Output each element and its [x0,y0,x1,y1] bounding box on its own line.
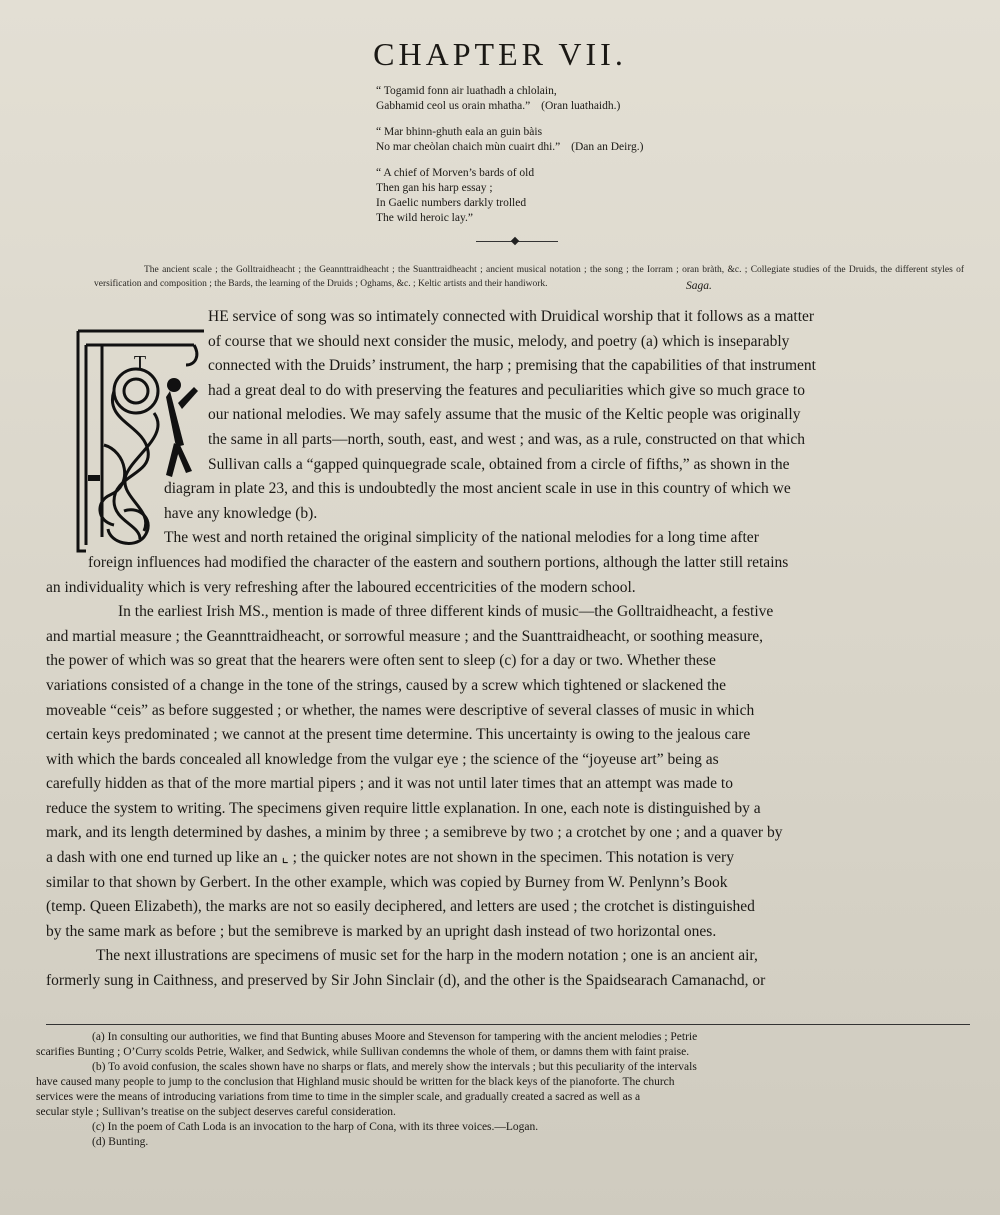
initial-letter: T [133,352,147,374]
body-line: similar to that shown by Gerbert. In the other example, which was copied by Burney from W. Penlynn’s Book [46,873,728,891]
footnote-line: (b) To avoid confusion, the scales shown have no sharps or flats, and merely show the intervals ; but this peculiarity of the intervals [92,1061,697,1073]
verse-line-with-attribution [376,99,736,114]
footnote-line: scarifies Bunting ; O’Curry scolds Petrie, Walker, and Sedwick, while Sullivan condemns the whole of them, or damns them with faint praise. [36,1046,690,1058]
verse-line: Then gan his harp essay ; [376,182,493,194]
verse-attribution: (Dan an Deirg.) [571,141,644,153]
footnote-line: have caused many people to jump to the conclusion that Highland music should be written for the black keys of the pianoforte. The church [36,1076,675,1088]
body-line: In the earliest Irish MS., mention is made of three different kinds of music—the Golltraidheacht, a festive [118,603,774,621]
verse-line: Gabhamid ceol us orain mhatha.” [376,100,531,112]
body-line: reduce the system to writing. The specimens given require little explanation. In one, each note is distinguished by a [46,799,761,817]
body-line: carefully hidden as that of the more martial pipers ; and it was not until later times that an attempt was made to [46,775,733,793]
verse-line-with-attribution [376,140,736,155]
body-line: with which the bards concealed all knowledge from the vulgar eye ; the science of the “joyeuse art” being as [46,750,719,768]
footnotes [36,1030,976,1150]
body-line: of course that we should next consider the music, melody, and poetry (a) which is inseparably [208,332,790,350]
body-text [46,305,968,994]
verse-line: “ Mar bhinn-ghuth eala an guin bàis [376,126,543,138]
ornamental-rule [476,241,558,242]
footnote-d [36,1135,976,1150]
body-line: variations consisted of a change in the tone of the strings, caused by a screw which tightened or slackened the [46,676,727,694]
footnote-line: (c) In the poem of Cath Loda is an invocation to the harp of Cona, with its three voices.—Logan. [92,1121,539,1133]
verse-line: “ Togamid fonn air luathadh a chlolain, [376,85,557,97]
body-line: our national melodies. We may safely assume that the music of the Keltic people was originally [208,406,801,424]
body-line: had a great deal to do with preserving the features and peculiarities which give so much grace to [208,381,805,399]
body-line: an individuality which is very refreshing after the laboured eccentricities of the modern school. [46,578,636,596]
chapter-title: CHAPTER VII. [373,36,627,72]
body-line: Sullivan calls a “gapped quinquegrade scale, obtained from a circle of fifths,” as shown in the [208,455,790,473]
body-line: and martial measure ; the Geannttraidheacht, or sorrowful measure ; and the Suanttraidheacht, or soothing measure, [46,627,764,645]
body-line: HE service of song was so intimately connected with Druidical worship that it follows as a matter [208,308,815,325]
footnote-divider [46,1024,970,1025]
epigraph-verse [376,166,736,292]
body-line: The west and north retained the original simplicity of the national melodies for a long time after [164,529,759,547]
body-line: by the same mark as before ; but the semibreve is marked by an upright dash instead of two horizontal ones. [46,922,717,940]
epigraph-verse [376,84,736,114]
epigraph [376,84,736,292]
verse-line: In Gaelic numbers darkly trolled [376,197,527,209]
chapter-summary: The ancient scale ; the Golltraidheacht ; the Geannttraidheacht ; the Suanttraidheacht ; ancient musical notation ; the song ; the Iorram ; oran bràth, &c. ; Collegiate studies of the Druids, the different styles of versification and composition ; the Bards, the learning of the Druids ; Oghams, &c. ; Keltic artists and their handiwork. [94,265,964,289]
body-line: (temp. Queen Elizabeth), the marks are not so easily deciphered, and letters are used ; the crotchet is distinguished [46,898,755,916]
verse-line: “ A chief of Morven’s bards of old [376,167,535,179]
verse-line: No mar cheòlan chaich mùn cuairt dhi.” [376,141,561,153]
footnote-a [36,1030,976,1060]
body-line: formerly sung in Caithness, and preserved by Sir John Sinclair (d), and the other is the Spaidsearach Camanachd, or [46,972,766,990]
verse-attribution: Saga. [686,280,712,292]
verse-attribution: (Oran luathaidh.) [541,100,621,112]
footnote-c [36,1120,976,1135]
body-line: foreign influences had modified the character of the eastern and southern portions, although the latter still retains [88,553,789,571]
footnote-line: services were the means of introducing variations from time to time in the simpler scale, and gradually created a sacred as well as a [36,1091,641,1103]
epigraph-verse [376,125,736,155]
body-line: The next illustrations are specimens of music set for the harp in the modern notation ; one is an ancient air, [96,947,758,965]
footnote-line: (a) In consulting our authorities, we find that Bunting abuses Moore and Stevenson for tampering with the ancient melodies ; Petrie [92,1031,698,1043]
body-line: the same in all parts—north, south, east, and west ; and was, as a rule, constructed on that which [208,430,806,448]
footnote-line: secular style ; Sullivan’s treatise on the subject deserves careful consideration. [36,1106,396,1118]
body-line: diagram in plate 23, and this is undoubtedly the most ancient scale in use in this country of which we [164,480,791,498]
body-line: a dash with one end turned up like an ⌞ ; the quicker notes are not shown in the specimen. This notation is very [46,849,734,867]
body-line: mark, and its length determined by dashes, a minim by three ; a semibreve by two ; a crotchet by one ; and a quaver by [46,824,783,842]
diamond-ornament-icon [511,237,519,245]
footnote-b [36,1060,976,1120]
body-line: moveable “ceis” as before suggested ; or whether, the names were descriptive of several classes of music in which [46,701,755,719]
body-line: certain keys predominated ; we cannot at the present time determine. This uncertainty is owing to the jealous care [46,726,751,744]
footnote-line: (d) Bunting. [92,1136,149,1148]
body-line: have any knowledge (b). [164,504,318,522]
body-line: connected with the Druids’ instrument, the harp ; premising that the capabilities of that instrument [208,357,816,375]
body-line: the power of which was so great that the hearers were often sent to sleep (c) for a day or two. Whether these [46,652,716,670]
verse-line: The wild heroic lay.” [376,212,473,224]
